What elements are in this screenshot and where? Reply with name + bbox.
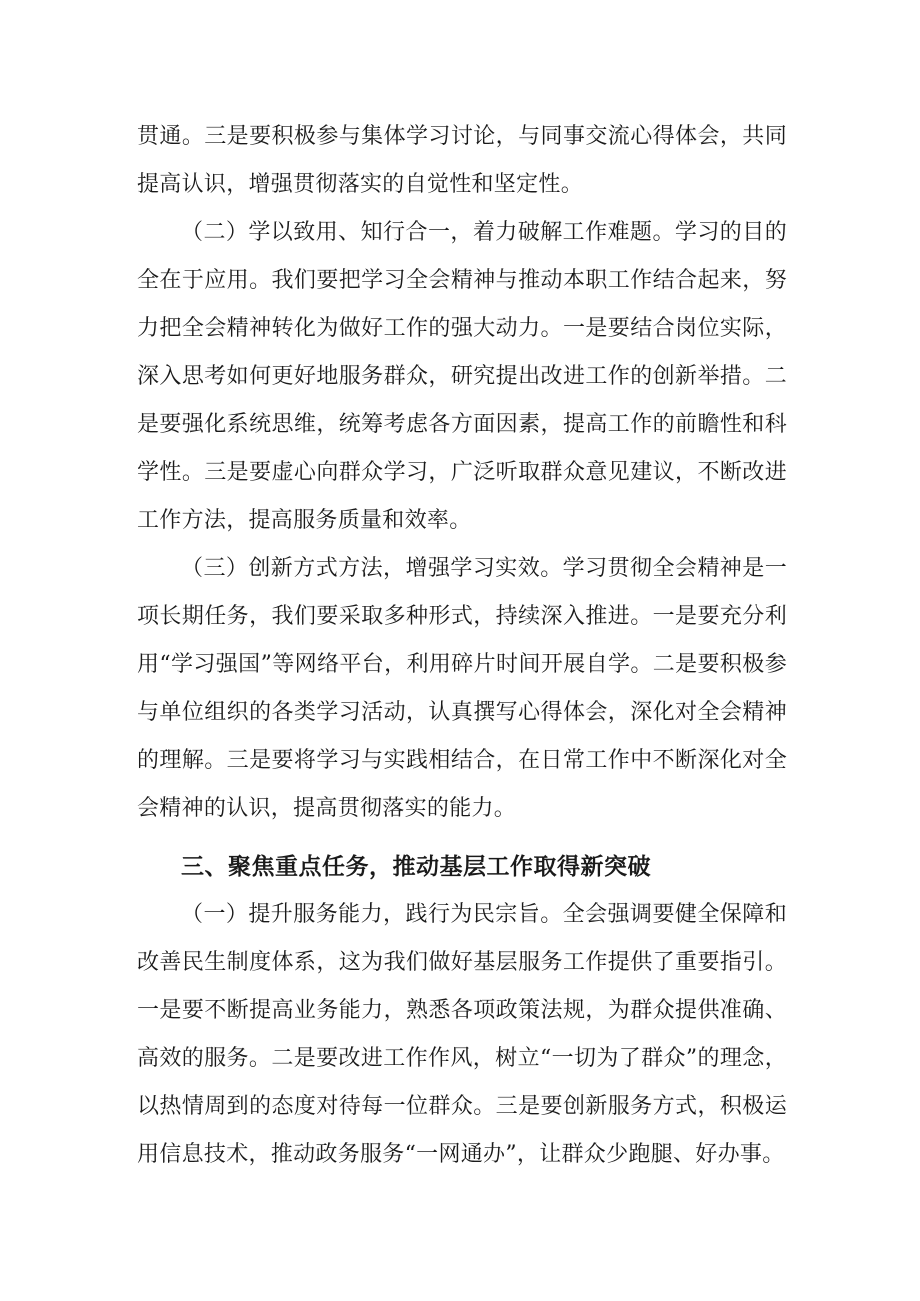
- section-heading-three: 三、聚焦重点任务，推动基层工作取得新突破: [181, 854, 651, 880]
- paragraph-continuation: 贯通。三是要积极参与集体学习讨论，与同事交流心得体会，共同提高认识，增强贯彻落实的自觉性和坚定性。: [137, 124, 787, 197]
- paragraph-section-three-item-one: （一）提升服务能力，践行为民宗旨。全会强调要健全保障和改善民生制度体系，这为我们做好基层服务工作提供了重要指引。一是要不断提高业务能力，熟悉各项政策法规，为群众提供准确、高效的服务。二是要改进工作作风，树立“一切为了群众”的理念，以热情周到的态度对待每一位群众。三是要创新服务方式，积极运用信息技术，推动政务服务“一网通办”，让群众少跑腿、好办事。: [137, 902, 787, 1167]
- paragraph-section-two-item-two: （二）学以致用、知行合一，着力破解工作难题。学习的目的全在于应用。我们要把学习全会精神与推动本职工作结合起来，努力把全会精神转化为做好工作的强大动力。一是要结合岗位实际，深入思考如何更好地服务群众，研究提出改进工作的创新举措。二是要强化系统思维，统筹考虑各方面因素，提高工作的前瞻性和科学性。三是要虚心向群众学习，广泛听取群众意见建议，不断改进工作方法，提高服务质量和效率。: [137, 220, 787, 533]
- paragraph-section-two-item-three: （三）创新方式方法，增强学习实效。学习贯彻全会精神是一项长期任务，我们要采取多种形式，持续深入推进。一是要充分利用“学习强国”等网络平台，利用碎片时间开展自学。二是要积极参与单位组织的各类学习活动，认真撰写心得体会，深化对全会精神的理解。三是要将学习与实践相结合，在日常工作中不断深化对全会精神的认识，提高贯彻落实的能力。: [137, 556, 787, 821]
